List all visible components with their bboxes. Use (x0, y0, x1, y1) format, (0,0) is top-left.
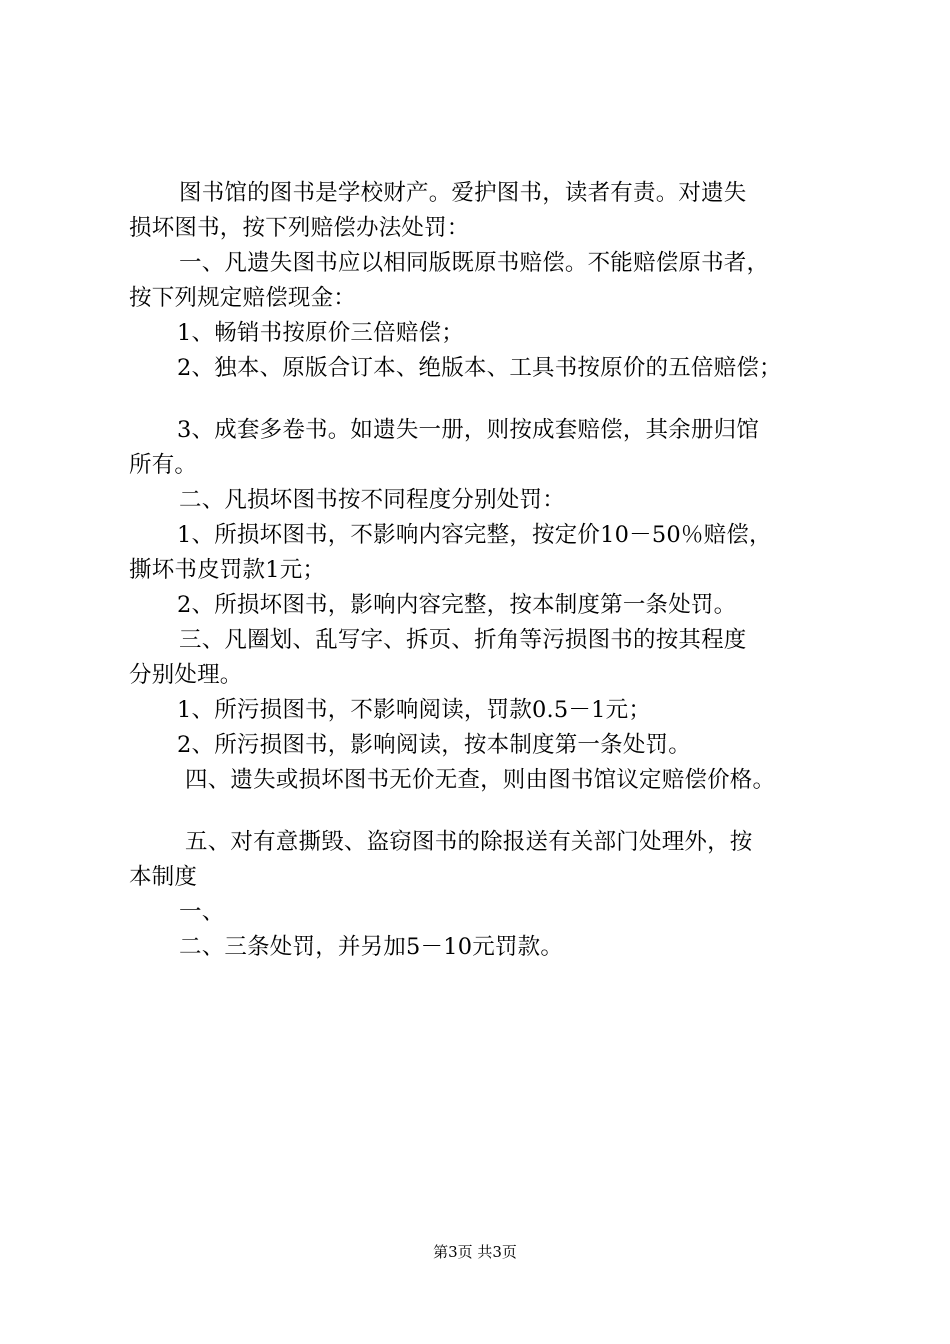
list-item-line: 2、所损坏图书，影响内容完整，按本制度第一条处罚。 (177, 592, 737, 618)
paragraph-line: 分别处理。 (129, 662, 243, 688)
list-item-line: 1、畅销书按原价三倍赔偿； (177, 320, 464, 346)
paragraph-gap (129, 798, 841, 825)
paragraph-line: 三、凡圈划、乱写字、拆页、折角等污损图书的按其程度 (179, 627, 747, 653)
paragraph-line: 一、 (179, 899, 225, 925)
list-item-line: 3、成套多卷书。如遗失一册，则按成套赔偿，其余册归馆 (177, 417, 760, 443)
paragraph-line: 所有。 (129, 452, 198, 478)
document-body (129, 176, 841, 965)
paragraph-gap (129, 386, 841, 413)
paragraph-line: 五、对有意撕毁、盗窃图书的除报送有关部门处理外，按 (185, 829, 753, 855)
paragraph-line: 二、凡损坏图书按不同程度分别处罚： (179, 487, 565, 513)
list-item-line: 1、所损坏图书，不影响内容完整，按定价10－50％赔偿， (177, 522, 772, 548)
paragraph-line: 按下列规定赔偿现金： (129, 285, 357, 311)
list-item-line: 2、独本、原版合订本、绝版本、工具书按原价的五倍赔偿； (177, 355, 782, 381)
list-item-line: 1、所污损图书，不影响阅读，罚款0.5－1元； (177, 697, 652, 723)
page-number-footer: 第3页 共3页 (433, 1243, 517, 1261)
paragraph-line: 二、三条处罚，并另加5－10元罚款。 (179, 934, 564, 960)
paragraph-line: 损坏图书，按下列赔偿办法处罚： (129, 215, 470, 241)
paragraph-line: 撕坏书皮罚款1元； (129, 557, 326, 583)
list-item-line: 2、所污损图书，影响阅读，按本制度第一条处罚。 (177, 732, 691, 758)
paragraph-line: 一、凡遗失图书应以相同版既原书赔偿。不能赔偿原书者， (179, 250, 770, 276)
paragraph-line: 图书馆的图书是学校财产。爱护图书，读者有责。对遗失 (179, 180, 747, 206)
paragraph-line: 本制度 (129, 864, 198, 890)
paragraph-line: 四、遗失或损坏图书无价无查，则由图书馆议定赔偿价格。 (185, 767, 776, 793)
